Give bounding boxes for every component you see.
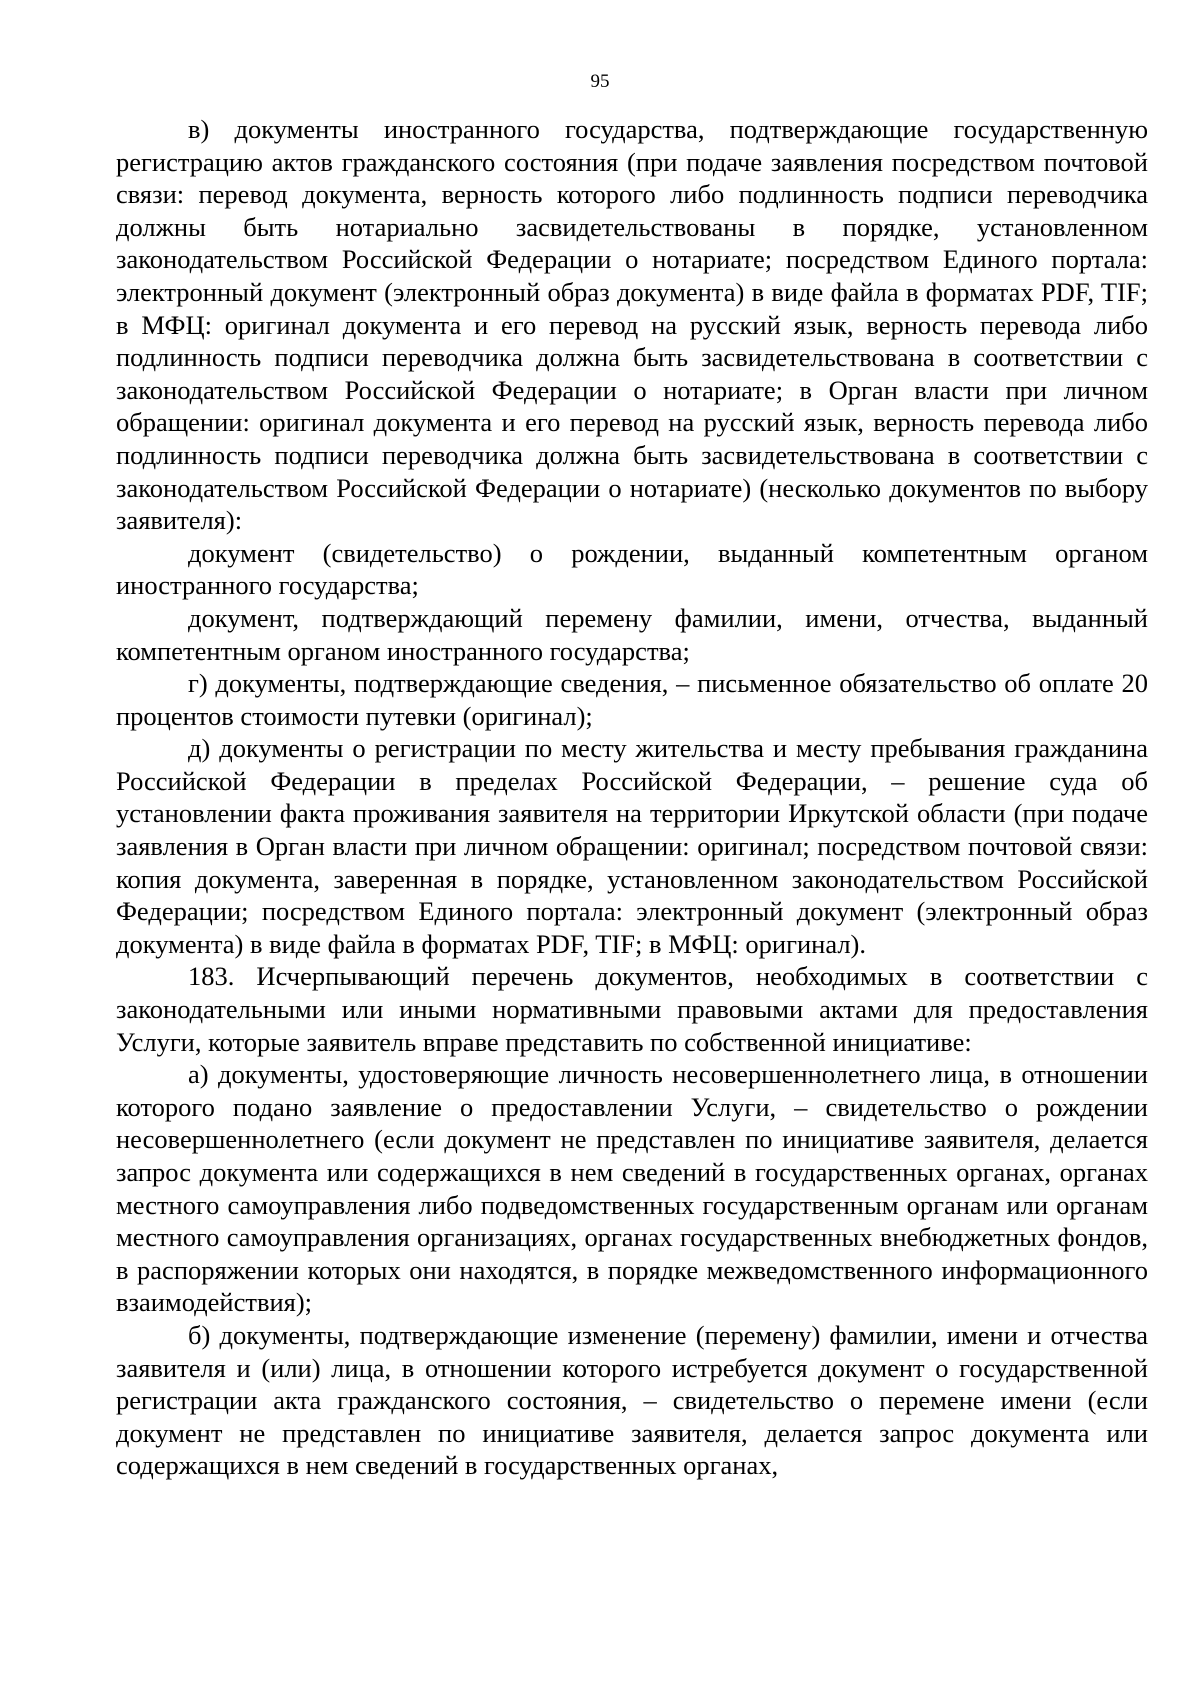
paragraph-v-foreign-documents: в) документы иностранного государства, подтверждающие государственную регистрацию актов гражданского состояния (при подаче заявления посредством почтовой связи: перевод документа, верность которого либо подлинность подписи переводчика должны быть нотариально засвидетельствованы в порядке, установленном законодательством Российской Федерации о нотариате; посредством Единого портала: электронный документ (электронный образ документа) в виде файла в форматах PDF, TIF; в МФЦ: оригинал документа и его перевод на русский язык, верность перевода либо подлинность подписи переводчика должна быть засвидетельствована в соответствии с законодательством Российской Федерации о нотариате; в Орган власти при личном обращении: оригинал документа и его перевод на русский язык, верность перевода либо подлинность подписи переводчика должна быть засвидетельствована в соответствии с законодательством Российской Федерации о нотариате) (несколько документов по выбору заявителя): (116, 114, 1148, 536)
paragraph-183-document-list: 183. Исчерпывающий перечень документов, необходимых в соответствии с законодательными или иными нормативными правовыми актами для предоставления Услуги, которые заявитель вправе представить по собственной инициативе: (116, 961, 1148, 1057)
paragraph-name-change-document: документ, подтверждающий перемену фамилии, имени, отчества, выданный компетентным органом иностранного государства; (116, 602, 1148, 666)
document-body (116, 113, 1148, 1482)
paragraph-birth-certificate: документ (свидетельство) о рождении, выданный компетентным органом иностранного государства; (116, 537, 1148, 601)
paragraph-d-registration-documents: д) документы о регистрации по месту жительства и месту пребывания гражданина Российской Федерации в пределах Российской Федерации, – решение суда об установлении факта проживания заявителя на территории Иркутской области (при подаче заявления в Орган власти при личном обращении: оригинал; посредством почтовой связи: копия документа, заверенная в порядке, установленном законодательством Российской Федерации; посредством Единого портала: электронный документ (электронный образ документа) в виде файла в форматах PDF, TIF; в МФЦ: оригинал). (116, 733, 1148, 959)
paragraph-a-identity-documents: а) документы, удостоверяющие личность несовершеннолетнего лица, в отношении которого подано заявление о предоставлении Услуги, – свидетельство о рождении несовершеннолетнего (если документ не представлен по инициативе заявителя, делается запрос документа или содержащихся в нем сведений в государственных органах, органах местного самоуправления либо подведомственных государственным органам или органам местного самоуправления организациях, органах государственных внебюджетных фондов, в распоряжении которых они находятся, в порядке межведомственного информационного взаимодействия); (116, 1059, 1148, 1318)
page-number: 95 (590, 71, 610, 92)
paragraph-g-payment-obligation: г) документы, подтверждающие сведения, – письменное обязательство об оплате 20 процентов стоимости путевки (оригинал); (116, 668, 1148, 731)
paragraph-b-name-change-documents: б) документы, подтверждающие изменение (перемену) фамилии, имени и отчества заявителя и (или) лица, в отношении которого истребуется документ о государственной регистрации акта гражданского состояния, – свидетельство о перемене имени (если документ не представлен по инициативе заявителя, делается запрос документа или содержащихся в нем сведений в государственных органах, (116, 1319, 1148, 1481)
